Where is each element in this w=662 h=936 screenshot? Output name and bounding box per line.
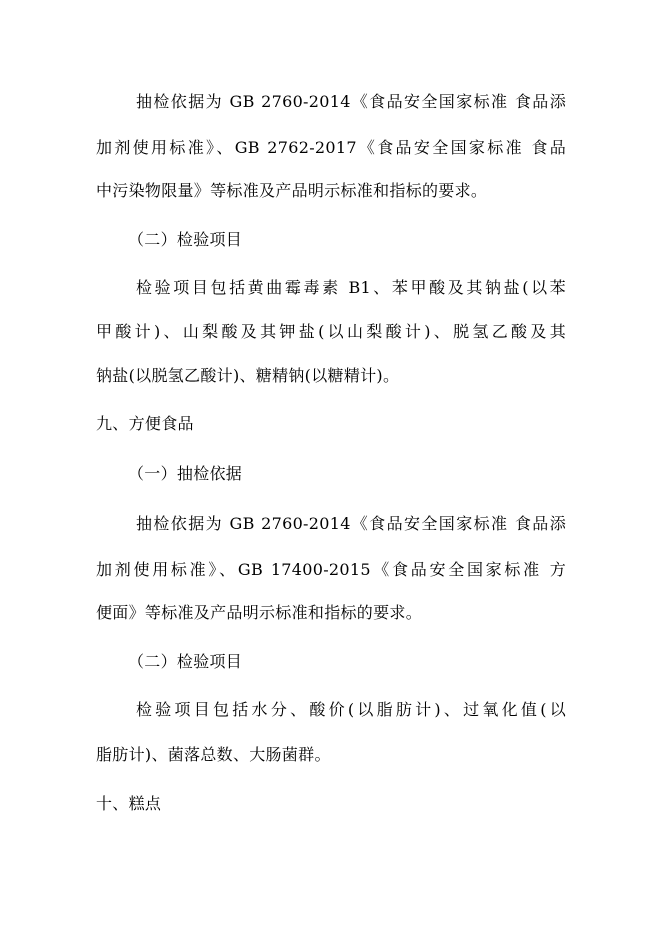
paragraph-line: 加剂使用标准》、GB 17400-2015《食品安全国家标准 方 xyxy=(96,560,566,579)
paragraph-line: 加剂使用标准》、GB 2762-2017《食品安全国家标准 食品 xyxy=(96,138,566,157)
paragraph-line: 甲酸计)、山梨酸及其钾盐(以山梨酸计)、脱氢乙酸及其 xyxy=(96,322,566,341)
paragraph-line: 抽检依据为 GB 2760-2014《食品安全国家标准 食品添 xyxy=(136,514,566,533)
paragraph-line: 检验项目包括黄曲霉毒素 B1、苯甲酸及其钠盐(以苯 xyxy=(136,278,566,297)
paragraph-line: 脂肪计)、菌落总数、大肠菌群。 xyxy=(96,745,331,764)
paragraph-line: 中污染物限量》等标准及产品明示标准和指标的要求。 xyxy=(96,181,488,200)
section-heading: （一）抽检依据 xyxy=(128,464,243,483)
chapter-heading: 九、方便食品 xyxy=(96,414,194,433)
chapter-heading: 十、糕点 xyxy=(96,794,162,813)
paragraph-line: 抽检依据为 GB 2760-2014《食品安全国家标准 食品添 xyxy=(136,92,566,111)
paragraph-line: 钠盐(以脱氢乙酸计)、糖精钠(以糖精计)。 xyxy=(96,366,400,385)
section-heading: （二）检验项目 xyxy=(128,652,243,671)
paragraph-line: 便面》等标准及产品明示标准和指标的要求。 xyxy=(96,603,423,622)
paragraph-line: 检验项目包括水分、酸价(以脂肪计)、过氧化值(以 xyxy=(136,700,566,719)
section-heading: （二）检验项目 xyxy=(128,230,243,249)
